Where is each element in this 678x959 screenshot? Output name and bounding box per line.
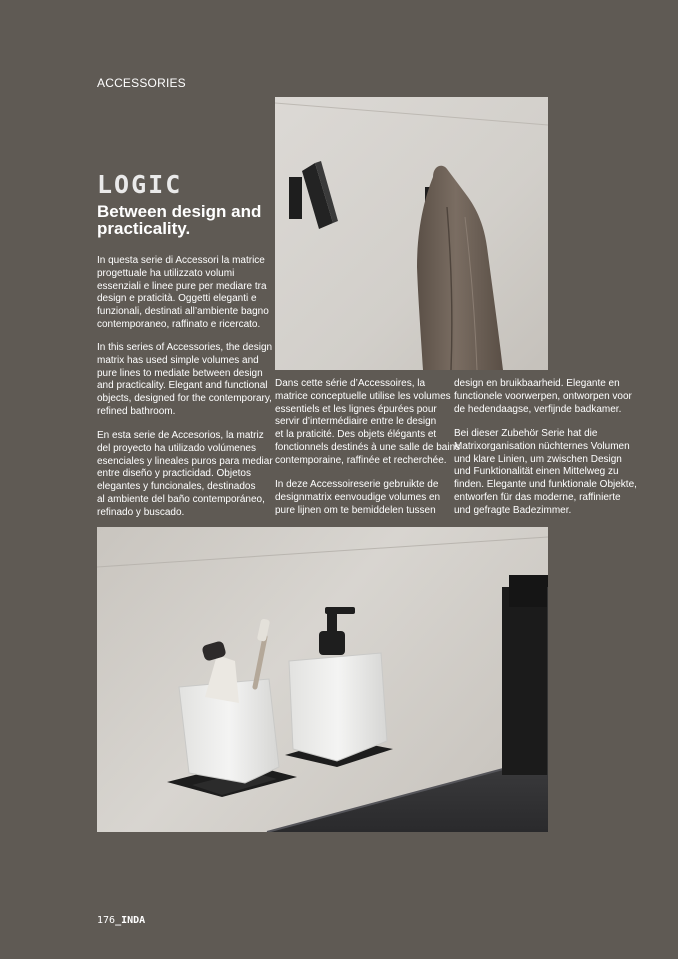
text-line: contemporaneo, raffinato e ricercato.	[97, 318, 261, 330]
subtitle-line: Between design and	[97, 202, 262, 221]
text-line: pure lijnen om te bemiddelen tussen	[275, 504, 436, 516]
text-line: pure lines to mediate between design	[97, 367, 263, 379]
accessories-illustration	[97, 527, 548, 832]
text-line: objects, designed for the contemporary,	[97, 393, 272, 405]
section-label: ACCESSORIES	[97, 76, 186, 90]
text-italian	[97, 255, 269, 332]
text-line: elegantes y funcionales, destinados	[97, 481, 256, 493]
text-line: essenziali e linee pure per mediare tra	[97, 280, 267, 292]
text-line: servir d’intermédiaire entre le design	[275, 416, 437, 428]
text-french	[275, 378, 460, 468]
subtitle-line: practicality.	[97, 219, 191, 238]
hooks-illustration	[275, 97, 548, 370]
text-line: und gefragte Badezimmer.	[454, 504, 572, 516]
text-line: designmatrix eenvoudige volumes en	[275, 491, 441, 503]
text-line: entre diseño y practicidad. Objetos	[97, 468, 251, 480]
text-line: functionele voorwerpen, ontworpen voor	[454, 390, 632, 402]
text-line: al ambiente del baño contemporáneo,	[97, 493, 265, 505]
text-line: contemporaine, raffinée et recherchée.	[275, 454, 447, 466]
text-line: Matrixorganisation nüchternes Volumen	[454, 440, 630, 452]
subtitle	[97, 203, 277, 237]
page-footer	[97, 915, 145, 926]
text-line: und Funktionalität einen Mittelweg zu	[454, 466, 619, 478]
text-line: esenciales y lineales puros para mediar	[97, 455, 273, 467]
text-line: refinado y buscado.	[97, 506, 185, 518]
text-dutch-continued	[454, 378, 632, 416]
text-line: und klare Linien, um zwischen Design	[454, 453, 622, 465]
text-dutch	[275, 479, 440, 517]
hooks-photo	[275, 97, 548, 370]
text-line: refined bathroom.	[97, 405, 176, 417]
text-spanish	[97, 430, 273, 520]
accessories-photo	[97, 527, 548, 832]
page-number: 176	[97, 915, 116, 926]
text-line: del proyecto ha utilizado volúmenes	[97, 442, 256, 454]
text-line: En esta serie de Accesorios, la matriz	[97, 430, 264, 441]
text-line: progettuale ha utilizzato volumi	[97, 267, 235, 279]
text-line: de hedendaagse, verfijnde badkamer.	[454, 403, 622, 415]
footer-brand: _INDA	[115, 915, 146, 926]
text-line: matrix has used simple volumes and	[97, 354, 259, 366]
text-line: Dans cette série d’Accessoires, la	[275, 378, 426, 389]
brand-title: LOGIC	[97, 170, 183, 199]
text-line: design e praticità. Oggetti eleganti e	[97, 293, 257, 305]
text-line: funzionali, destinati all’ambiente bagno	[97, 306, 269, 318]
text-line: and practicality. Elegant and functional	[97, 380, 268, 392]
text-german	[454, 428, 637, 518]
text-line: In questa serie di Accessori la matrice	[97, 255, 265, 266]
text-line: entworfen für das moderne, raffinierte	[454, 491, 621, 503]
text-line: fonctionnels destinés à une salle de bains	[275, 441, 461, 453]
tap	[502, 575, 548, 775]
text-english	[97, 342, 272, 419]
text-line: essentiels et les lignes épurées pour	[275, 403, 437, 415]
wall	[275, 97, 548, 370]
text-line: In deze Accessoireserie gebruikte de	[275, 479, 439, 490]
text-line: In this series of Accessories, the design	[97, 342, 273, 353]
text-line: finden. Elegante und funktionale Objekte,	[454, 479, 637, 491]
text-line: Bei dieser Zubehör Serie hat die	[454, 428, 598, 439]
text-line: design en bruikbaarheid. Elegante en	[454, 378, 620, 389]
text-line: et la praticité. Des objets élégants et	[275, 429, 437, 441]
text-line: matrice conceptuelle utilise les volumes	[275, 390, 451, 402]
